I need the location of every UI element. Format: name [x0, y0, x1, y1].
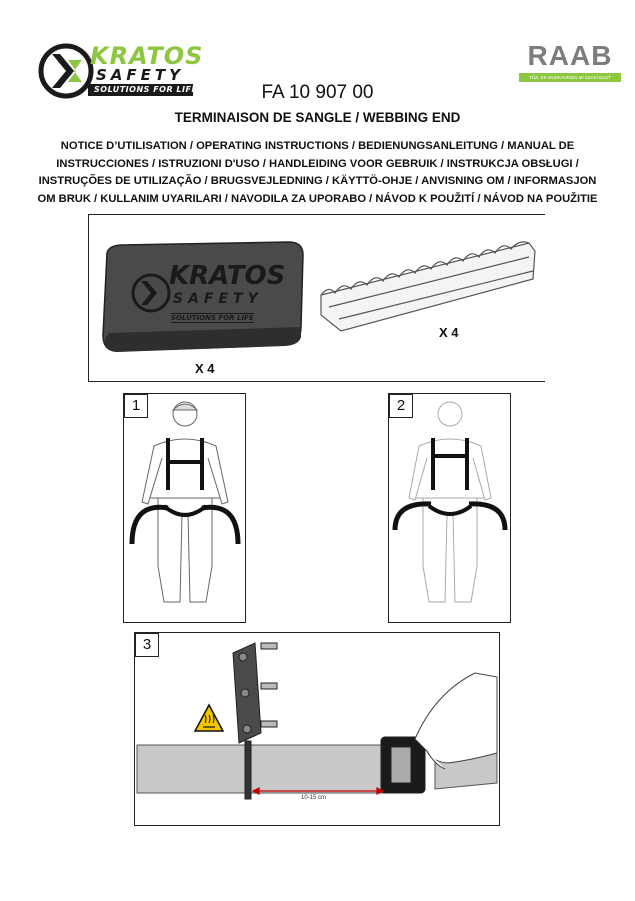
raab-logo-text: RAAB	[527, 40, 613, 71]
step1-harness-illustration	[124, 394, 245, 622]
kratos-logo-tagline: SOLUTIONS FOR LIFE	[94, 85, 198, 94]
instructions-line: INSTRUCCIONES / ISTRUZIONI D'USO / HANDLEIDING VOOR GEBRUIK / INSTRUKCJA OBSŁUGI /	[56, 157, 579, 170]
document-title: TERMINAISON DE SANGLE / WEBBING END	[174, 110, 461, 125]
step3-number: 3	[135, 633, 159, 657]
contents-panel	[88, 214, 545, 382]
instructions-line: NOTICE D’UTILISATION / OPERATING INSTRUCTIONS / BEDIENUNGSANLEITUNG / MANUAL DE	[60, 140, 575, 152]
pouch-brand-line1: KRATOS	[169, 261, 286, 291]
raab-logo-subtext: TŰZ- ÉS MUNKAVÉDELMI SZAKÜZLET	[519, 73, 621, 82]
step1-number: 1	[124, 394, 148, 418]
pouch-tagline: SOLUTIONS FOR LIFE	[171, 314, 254, 322]
step2-panel	[388, 393, 511, 623]
sleeve-quantity: X 4	[439, 325, 459, 340]
sleeve-illustration	[321, 242, 535, 331]
instructions-line: INSTRUÇÕES DE UTILIZAÇÃO / BRUGSVEJLEDNING / KÄYTTÖ-OHJE / ANVISNING OM / INFORMASJON	[38, 175, 597, 187]
hot-surface-warning-icon	[195, 705, 223, 731]
pouch-brand-line2: SAFETY	[173, 291, 263, 307]
buckle	[381, 737, 425, 793]
instructions-line: OM BRUK / KULLANIM UYARILARI / NAVODILA ZA UPORABO / NÁVOD K POUŽITÍ / NÁVOD NA POUŽITIE	[37, 192, 598, 205]
document-code: FA 10 907 00	[261, 82, 374, 103]
step2-number: 2	[389, 394, 413, 418]
kratos-logo-line2: SAFETY	[96, 66, 184, 84]
measure-label: 10-15 cm	[301, 795, 327, 801]
instructions-languages	[20, 138, 615, 208]
pouch-quantity: X 4	[195, 361, 215, 376]
hand-illustration	[415, 673, 497, 769]
raab-logo	[519, 42, 621, 82]
contents-illustration	[89, 215, 545, 381]
step2-harness-illustration	[389, 394, 510, 622]
step1-panel	[123, 393, 246, 623]
step3-panel	[134, 632, 500, 826]
kratos-logo-line1: KRATOS	[90, 42, 204, 70]
